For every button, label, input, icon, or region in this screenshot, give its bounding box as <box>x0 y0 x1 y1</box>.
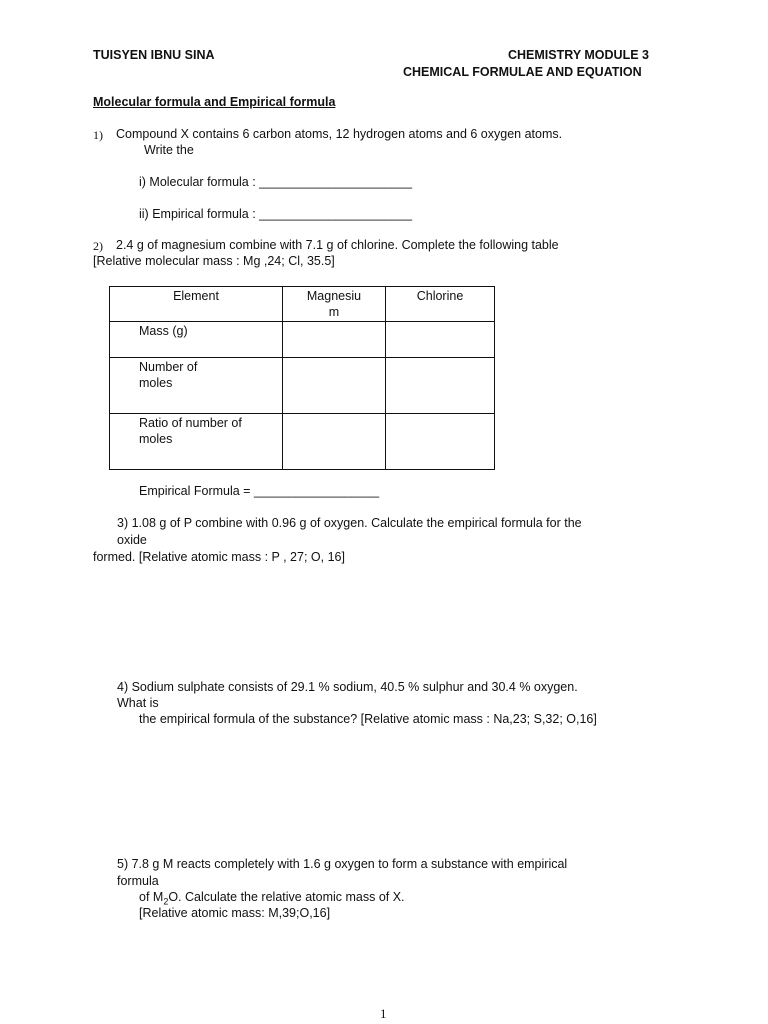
table-row-moles: Number of moles <box>110 358 283 414</box>
q5-line2: formula <box>117 874 159 888</box>
section-title: Molecular formula and Empirical formula <box>93 95 336 109</box>
q1-number: 1) <box>93 128 103 142</box>
header-right-line2: CHEMICAL FORMULAE AND EQUATION <box>403 65 642 79</box>
q3-line3: formed. [Relative atomic mass : P , 27; O, 16] <box>93 550 345 564</box>
table-cell-moles-mg[interactable] <box>283 358 386 414</box>
header-left: TUISYEN IBNU SINA <box>93 48 215 62</box>
q4-line3: the empirical formula of the substance? [Relative atomic mass : Na,23; S,32; O,16] <box>139 712 597 726</box>
q2-text: 2.4 g of magnesium combine with 7.1 g of chlorine. Complete the following table <box>116 238 559 252</box>
q1-text-2: Write the <box>144 143 194 157</box>
page-number: 1 <box>380 1006 387 1021</box>
q5-line3: of $M_2O$. Calculate the relative atomic mass of X. <box>139 890 405 907</box>
q3-line1: 3) 1.08 g of P combine with 0.96 g of oxygen. Calculate the empirical formula for the <box>117 516 582 530</box>
table-header-chlorine: Chlorine <box>386 287 495 322</box>
q4-line1: 4) Sodium sulphate consists of 29.1 % sodium, 40.5 % sulphur and 30.4 % oxygen. <box>117 680 578 694</box>
table-cell-ratio-cl[interactable] <box>386 414 495 470</box>
q1-molecular-formula: i) Molecular formula : ______________________ <box>139 175 413 189</box>
header-right-line1: CHEMISTRY MODULE 3 <box>508 48 649 62</box>
q1-text: Compound X contains 6 carbon atoms, 12 hydrogen atoms and 6 oxygen atoms. <box>116 127 563 141</box>
q5-line1: 5) 7.8 g M reacts completely with 1.6 g oxygen to form a substance with empirical <box>117 857 568 871</box>
table-header-magnesium: Magnesiu m <box>283 287 386 322</box>
q1-empirical-formula: ii) Empirical formula : ______________________ <box>139 207 413 221</box>
q4-line2: What is <box>117 696 159 710</box>
table-cell-moles-cl[interactable] <box>386 358 495 414</box>
table-row-ratio: Ratio of number of moles <box>110 414 283 470</box>
q2-text-2: [Relative molecular mass : Mg ,24; Cl, 35.5] <box>93 254 335 268</box>
table-cell-mass-mg[interactable] <box>283 322 386 358</box>
q2-number: 2) <box>93 239 103 253</box>
table-header-element: Element <box>110 287 283 322</box>
q3-line2: oxide <box>117 533 147 547</box>
table-cell-mass-cl[interactable] <box>386 322 495 358</box>
mole-ratio-table <box>109 286 495 470</box>
table-row-mass: Mass (g) <box>110 322 283 358</box>
q5-line4: [Relative atomic mass: M,39;O,16] <box>139 906 331 920</box>
table-cell-ratio-mg[interactable] <box>283 414 386 470</box>
q2-empirical-formula: Empirical Formula = __________________ <box>139 484 380 498</box>
